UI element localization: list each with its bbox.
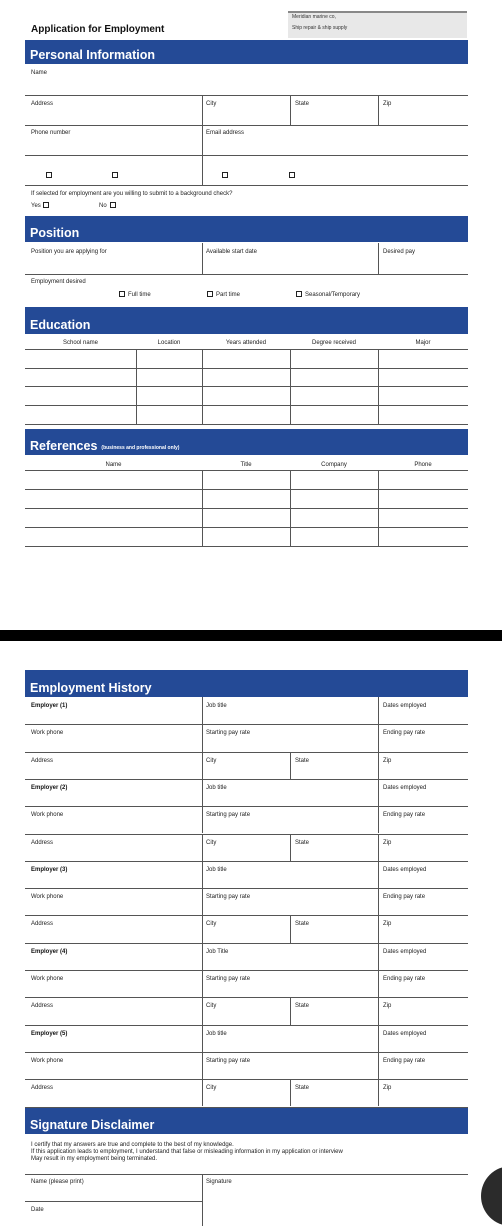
- state-label: State: [295, 839, 310, 846]
- job-title-label: Job title: [206, 703, 227, 709]
- references-heading-text: References: [30, 438, 98, 453]
- ref-col-company: Company: [321, 462, 347, 468]
- zip-label: Zip: [383, 757, 392, 764]
- name-print-label: Name (please print): [31, 1179, 84, 1185]
- city-label: City: [206, 1003, 217, 1010]
- ending-pay-label: Ending pay rate: [383, 894, 426, 901]
- divider: [202, 243, 203, 274]
- employment-history-heading: [25, 670, 468, 697]
- city-field[interactable]: [202, 96, 290, 124]
- city-label: City: [206, 757, 217, 764]
- edu-col-major: Major: [415, 340, 431, 346]
- ref-col-name: Name: [105, 462, 122, 468]
- ending-pay-label: Ending pay rate: [383, 976, 426, 982]
- state-label: State: [295, 921, 310, 928]
- full-time-checkbox[interactable]: [119, 291, 125, 297]
- address-label: Address: [31, 839, 54, 846]
- form-title: Application for Employment: [31, 24, 165, 35]
- divider: [378, 95, 379, 125]
- city-label: City: [206, 101, 217, 107]
- email-label: Email address: [206, 130, 245, 136]
- work-phone-label: Work phone: [31, 730, 64, 737]
- divider: [25, 424, 468, 425]
- signature-field[interactable]: [203, 1175, 468, 1226]
- employer-label: Employer (1): [31, 703, 68, 709]
- job-title-label: Job title: [206, 866, 227, 873]
- employment-desired-label: Employment desired: [31, 279, 86, 285]
- email-field[interactable]: [203, 126, 468, 155]
- employment-field[interactable]: [25, 697, 468, 724]
- employment-field[interactable]: [25, 1079, 468, 1106]
- personal-info-heading-text: Personal Information: [30, 47, 156, 62]
- job-title-label: Job title: [206, 1030, 227, 1037]
- company-tagline: Ship repair & ship supply: [292, 25, 348, 31]
- phone-field[interactable]: [25, 126, 201, 155]
- position-heading: [25, 216, 468, 242]
- dates-employed-label: Dates employed: [383, 784, 427, 791]
- state-label: State: [295, 757, 310, 764]
- city-label: City: [206, 921, 217, 928]
- zip-label: Zip: [383, 839, 392, 846]
- divider: [25, 274, 468, 275]
- divider: [202, 95, 203, 125]
- checkbox[interactable]: [289, 172, 295, 178]
- work-phone-label: Work phone: [31, 1057, 64, 1064]
- zip-label: Zip: [383, 101, 392, 107]
- yes-label: Yes: [31, 203, 41, 209]
- employment-field[interactable]: [25, 970, 468, 997]
- signature-label: Signature: [206, 1179, 232, 1185]
- zip-label: Zip: [383, 1003, 392, 1010]
- references-table-body[interactable]: [25, 471, 468, 546]
- education-heading: [25, 307, 468, 334]
- ending-pay-label: Ending pay rate: [383, 1057, 426, 1064]
- references-heading: [25, 429, 468, 455]
- name-print-field[interactable]: [25, 1175, 201, 1201]
- employment-field[interactable]: [25, 834, 468, 861]
- address-label: Address: [31, 921, 54, 928]
- part-time-label: Part time: [216, 292, 241, 298]
- edu-col-years: Years attended: [225, 340, 267, 346]
- job-title-label: Job title: [206, 784, 227, 791]
- ending-pay-label: Ending pay rate: [383, 812, 426, 819]
- form-page-2: [0, 641, 502, 1226]
- background-yes-checkbox[interactable]: [43, 202, 49, 208]
- employment-field[interactable]: [25, 915, 468, 942]
- dates-employed-label: Dates employed: [383, 703, 427, 709]
- employment-field[interactable]: [25, 943, 468, 970]
- employer-label: Employer (2): [31, 784, 68, 791]
- desired-pay-field[interactable]: [379, 243, 468, 273]
- no-label: No: [99, 203, 107, 209]
- checkbox[interactable]: [112, 172, 118, 178]
- employment-field[interactable]: [25, 1052, 468, 1079]
- employer-label: Employer (5): [31, 1030, 68, 1037]
- starting-pay-label: Starting pay rate: [206, 1057, 251, 1064]
- desired-pay-label: Desired pay: [383, 249, 416, 255]
- work-phone-label: Work phone: [31, 894, 64, 901]
- employment-field[interactable]: [25, 997, 468, 1024]
- disclaimer-line-2: If this application leads to employment, I understand that false or misleading information in my application or interview: [31, 1149, 343, 1155]
- background-check-question: If selected for employment are you willing to submit to a background check?: [31, 191, 233, 197]
- starting-pay-label: Starting pay rate: [206, 730, 251, 737]
- position-field[interactable]: [25, 243, 201, 273]
- employment-history-heading-text: Employment History: [30, 680, 152, 695]
- company-name: Meridian marine co,: [292, 14, 336, 20]
- employment-field[interactable]: [25, 724, 468, 751]
- seasonal-label: Seasonal/Temporary: [305, 292, 361, 298]
- divider: [202, 1174, 203, 1226]
- employment-field[interactable]: [25, 806, 468, 833]
- full-time-label: Full time: [128, 292, 151, 298]
- signature-heading: [25, 1108, 468, 1134]
- address-label: Address: [31, 1085, 54, 1092]
- starting-pay-label: Starting pay rate: [206, 812, 251, 819]
- dates-employed-label: Dates employed: [383, 948, 427, 955]
- address-label: Address: [31, 101, 54, 107]
- work-phone-label: Work phone: [31, 812, 64, 819]
- phone-label: Phone number: [31, 130, 71, 136]
- divider: [25, 155, 468, 156]
- state-label: State: [295, 1085, 310, 1092]
- divider: [290, 95, 291, 125]
- position-heading-text: Position: [30, 225, 80, 240]
- references-subheading: (business and professional only): [101, 445, 180, 451]
- part-time-checkbox[interactable]: [207, 291, 213, 297]
- disclaimer-line-3: May result in my employment being terminated.: [31, 1156, 158, 1162]
- address-label: Address: [31, 757, 54, 764]
- starting-pay-label: Starting pay rate: [206, 976, 251, 982]
- edu-col-school: School name: [62, 340, 99, 346]
- checkbox[interactable]: [46, 172, 52, 178]
- personal-info-heading: [25, 40, 468, 64]
- address-label: Address: [31, 1003, 54, 1010]
- seasonal-checkbox[interactable]: [296, 291, 302, 297]
- employer-label: Employer (4): [31, 948, 68, 955]
- city-label: City: [206, 1085, 217, 1092]
- position-applying-label: Position you are applying for: [31, 249, 107, 255]
- ending-pay-label: Ending pay rate: [383, 730, 426, 737]
- state-label: State: [295, 1003, 310, 1010]
- ref-col-title: Title: [240, 462, 252, 468]
- start-date-label: Available start date: [206, 249, 257, 255]
- dates-employed-label: Dates employed: [383, 1030, 427, 1037]
- state-field[interactable]: [291, 96, 378, 124]
- edu-col-location: Location: [157, 340, 181, 346]
- starting-pay-label: Starting pay rate: [206, 894, 251, 901]
- disclaimer-line-1: I certify that my answers are true and complete to the best of my knowledge.: [31, 1142, 234, 1148]
- employment-field[interactable]: [25, 1025, 468, 1052]
- education-heading-text: Education: [30, 317, 91, 332]
- zip-label: Zip: [383, 921, 392, 928]
- zip-label: Zip: [383, 1085, 392, 1092]
- checkbox[interactable]: [222, 172, 228, 178]
- employment-field[interactable]: [25, 888, 468, 915]
- work-phone-label: Work phone: [31, 976, 64, 982]
- employer-label: Employer (3): [31, 866, 68, 873]
- signature-heading-text: Signature Disclaimer: [30, 1117, 155, 1132]
- employment-field[interactable]: [25, 779, 468, 806]
- education-table-body[interactable]: [25, 350, 468, 424]
- divider: [25, 546, 468, 547]
- state-label: State: [295, 101, 310, 107]
- city-label: City: [206, 839, 217, 846]
- divider: [25, 185, 468, 186]
- ref-col-phone: Phone: [414, 462, 432, 468]
- background-no-checkbox[interactable]: [110, 202, 116, 208]
- dates-employed-label: Dates employed: [383, 866, 427, 873]
- job-title-label: Job Title: [206, 948, 229, 955]
- employment-field[interactable]: [25, 861, 468, 888]
- start-date-field[interactable]: [203, 243, 377, 273]
- divider: [378, 243, 379, 274]
- date-field[interactable]: [25, 1202, 201, 1226]
- employment-field[interactable]: [25, 752, 468, 779]
- name-field[interactable]: [25, 66, 468, 95]
- name-label: Name: [31, 70, 48, 76]
- date-label: Date: [31, 1207, 44, 1213]
- edu-col-degree: Degree received: [311, 340, 357, 346]
- zip-field[interactable]: [379, 96, 468, 124]
- address-field[interactable]: [25, 96, 201, 124]
